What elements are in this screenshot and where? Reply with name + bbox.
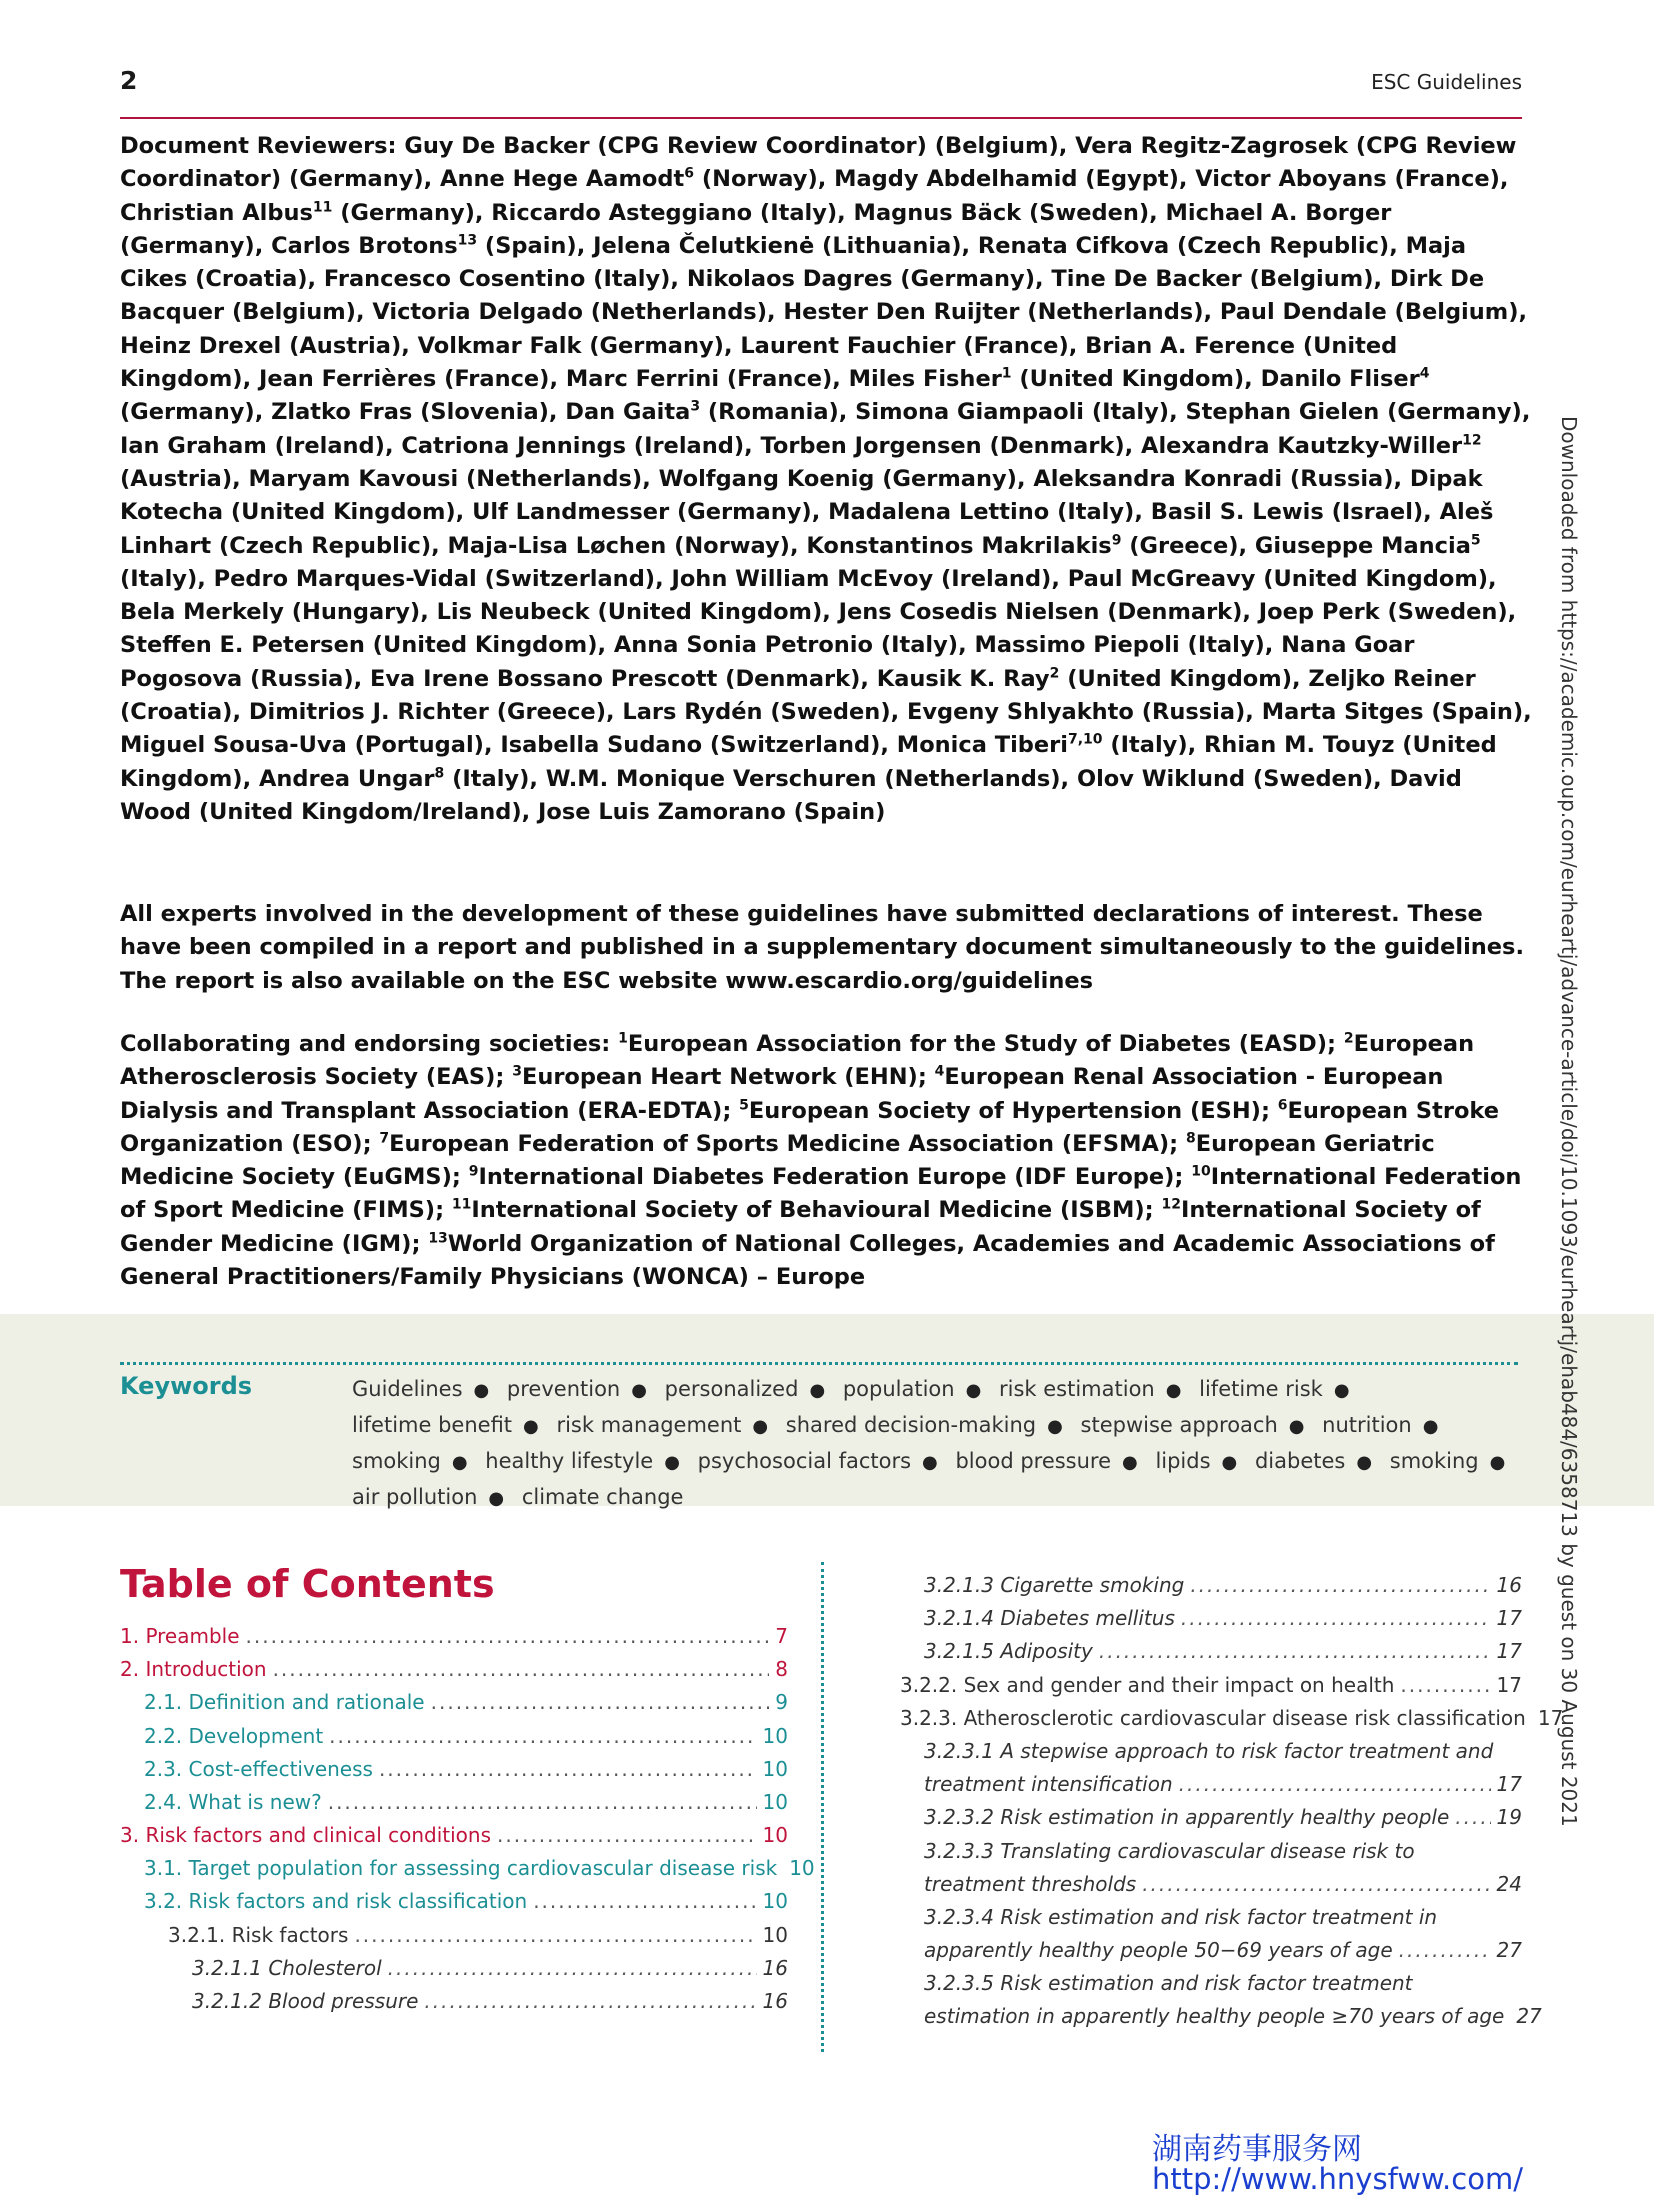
toc-page-number: 17 — [1496, 1639, 1522, 1664]
toc-entry-title: 3.2.3.2 Risk estimation in apparently healthy people — [924, 1805, 1450, 1830]
toc-entry-title: 3.2.1.3 Cigarette smoking — [924, 1572, 1185, 1597]
toc-page-number: 27 — [1516, 2004, 1542, 2029]
toc-entry[interactable] — [900, 1934, 1522, 1967]
keyword: blood pressure — [955, 1449, 1112, 1473]
keyword-separator: ● — [1221, 1452, 1238, 1473]
toc-page-number: 17 — [1496, 1772, 1522, 1797]
toc-entry[interactable] — [120, 1786, 788, 1819]
toc-entry-title: 3.2. Risk factors and risk classification — [144, 1889, 528, 1914]
page-number: 2 — [120, 66, 138, 95]
keyword: diabetes — [1254, 1449, 1346, 1473]
toc-entry-title: 3.2.3. Atherosclerotic cardiovascular disease risk classification — [900, 1705, 1526, 1730]
keyword: prevention — [506, 1377, 621, 1401]
toc-entry[interactable] — [120, 1819, 788, 1852]
keyword: Guidelines — [352, 1377, 463, 1401]
keyword: healthy lifestyle — [485, 1449, 654, 1473]
toc-page-number: 10 — [762, 1823, 788, 1848]
toc-dot-leader — [1181, 1602, 1491, 1635]
keyword-separator: ● — [1165, 1380, 1182, 1401]
toc-entry[interactable] — [900, 1868, 1522, 1901]
download-notice[interactable]: Downloaded from https://academic.oup.com/eurheartj/advance-article/doi/10.1093/eurheartj/ehab484/6358713 by guest on 30 August 2021 — [1557, 416, 1581, 1827]
keyword-separator: ● — [922, 1452, 938, 1473]
toc-dot-leader — [1179, 1768, 1491, 1801]
toc-dot-leader — [1142, 1868, 1490, 1901]
toc-column-divider — [821, 1562, 824, 2052]
toc-dot-leader — [1190, 1569, 1490, 1602]
keyword-separator: ● — [473, 1380, 490, 1401]
keyword-separator: ● — [1356, 1452, 1373, 1473]
keyword-separator: ● — [1047, 1416, 1063, 1437]
toc-page-number: 16 — [762, 1955, 788, 1980]
toc-entry-first-line[interactable]: 3.2.3.4 Risk estimation and risk factor treatment in — [924, 1904, 1438, 1929]
toc-page-number: 10 — [762, 1922, 788, 1947]
toc-entry-title: estimation in apparently healthy people ≥70 years of age — [924, 2004, 1505, 2029]
keyword: air pollution — [352, 1485, 478, 1509]
toc-entry-title: treatment intensification — [924, 1772, 1173, 1797]
toc-dot-leader — [1400, 1669, 1490, 1702]
toc-page-number: 27 — [1496, 1938, 1522, 1963]
toc-dot-leader — [246, 1620, 770, 1653]
toc-page-number: 19 — [1496, 1805, 1522, 1830]
toc-dot-leader — [431, 1686, 770, 1719]
keyword-separator: ● — [1333, 1380, 1350, 1401]
toc-dot-leader — [1455, 1801, 1490, 1834]
toc-entry-title: 1. Preamble — [120, 1623, 240, 1648]
collaborating-societies: Collaborating and endorsing societies: $^1$European Association for the Study of Diabetes (EASD); $^2$European Atherosclerosis Society (EAS); $^3$European Heart Network (EHN); $^4$European Renal Association - European Dialysis and Transplant Association (ERA-EDTA); $^5$European Society of Hypertension (ESH); $^6$European Stroke Organization (ESO); $^7$European Federation of Sports Medicine Association (EFSMA); $^8$European Geriatric Medicine Society (EuGMS); $^9$International Diabetes Federation Europe (IDF Europe); $^{10}$International Federation of Sport Medicine (FIMS); $^{11}$International Society of Behavioural Medicine (ISBM); $^{12}$International Society of Gender Medicine (IGM); $^{13}$World Organization of National Colleges, Academies and Academic Associations of General Practitioners/Family Physicians (WONCA) – Europe — [120, 1030, 1522, 1291]
keyword-separator: ● — [1489, 1452, 1506, 1473]
toc-entry-title: 2.2. Development — [144, 1723, 324, 1748]
keyword-separator: ● — [488, 1488, 505, 1509]
toc-page-number: 16 — [762, 1989, 788, 2014]
toc-entry[interactable] — [120, 1653, 788, 1686]
keyword: shared decision-making — [785, 1413, 1037, 1437]
toc-entry[interactable] — [120, 1919, 788, 1952]
keyword: personalized — [664, 1377, 799, 1401]
toc-page-number: 10 — [762, 1723, 788, 1748]
toc-entry-title: 3.2.1. Risk factors — [168, 1922, 349, 1947]
toc-entry[interactable] — [900, 1768, 1522, 1801]
keywords-label: Keywords — [120, 1372, 253, 1400]
toc-entry[interactable] — [900, 1602, 1522, 1635]
toc-entry[interactable] — [120, 1620, 788, 1653]
toc-entry-title: 3.2.1.1 Cholesterol — [192, 1955, 382, 1980]
toc-page-number: 10 — [762, 1789, 788, 1814]
toc-dot-leader — [533, 1885, 756, 1918]
toc-entry-title: 3.2.2. Sex and gender and their impact on health — [900, 1672, 1395, 1697]
toc-dot-leader — [328, 1786, 757, 1819]
toc-entry[interactable] — [120, 1720, 788, 1753]
keyword: lifetime risk — [1199, 1377, 1323, 1401]
keyword-separator: ● — [1122, 1452, 1138, 1473]
document-reviewers: Document Reviewers: Guy De Backer (CPG Review Coordinator) (Belgium), Vera Regitz-Zagrosek (CPG Review Coordinator) (Germany), Anne Hege Aamodt$^6$ (Norway), Magdy Abdelhamid (Egypt), Victor Aboyans (France), Christian Albus$^{11}$ (Germany), Riccardo Asteggiano (Italy), Magnus Bäck (Sweden), Michael A. Borger (Germany), Carlos Brotons$^{13}$ (Spain), Jelena Čelutkienė (Lithuania), Renata Cifkova (Czech Republic), Maja Cikes (Croatia), Francesco Cosentino (Italy), Nikolaos Dagres (Germany), Tine De Backer (Belgium), Dirk De Bacquer (Belgium), Victoria Delgado (Netherlands), Hester Den Ruijter (Netherlands), Paul Dendale (Belgium), Heinz Drexel (Austria), Volkmar Falk (Germany), Laurent Fauchier (France), Brian A. Ference (United Kingdom), Jean Ferrières (France), Marc Ferrini (France), Miles Fisher$^1$ (United Kingdom), Danilo Fliser$^4$ (Germany), Zlatko Fras (Slovenia), Dan Gaita$^3$ (Romania), Simona Giampaoli (Italy), Stephan Gielen (Germany), Ian Graham (Ireland), Catriona Jennings (Ireland), Torben Jorgensen (Denmark), Alexandra Kautzky-Willer$^{12}$ (Austria), Maryam Kavousi (Netherlands), Wolfgang Koenig (Germany), Aleksandra Konradi (Russia), Dipak Kotecha (United Kingdom), Ulf Landmesser (Germany), Madalena Lettino (Italy), Basil S. Lewis (Israel), Aleš Linhart (Czech Republic), Maja-Lisa Løchen (Norway), Konstantinos Makrilakis$^9$ (Greece), Giuseppe Mancia$^5$ (Italy), Pedro Marques-Vidal (Switzerland), John William McEvoy (Ireland), Paul McGreavy (United Kingdom), Bela Merkely (Hungary), Lis Neubeck (United Kingdom), Jens Cosedis Nielsen (Denmark), Joep Perk (Sweden), Steffen E. Petersen (United Kingdom), Anna Sonia Petronio (Italy), Massimo Piepoli (Italy), Nana Goar Pogosova (Russia), Eva Irene Bossano Prescott (Denmark), Kausik K. Ray$^2$ (United Kingdom), Zeljko Reiner (Croatia), Dimitrios J. Richter (Greece), Lars Rydén (Sweden), Evgeny Shlyakhto (Russia), Marta Sitges (Spain), Miguel Sousa-Uva (Portugal), Isabella Sudano (Switzerland), Monica Tiberi$^{7,10}$ (Italy), Rhian M. Touyz (United Kingdom), Andrea Ungar$^8$ (Italy), W.M. Monique Verschuren (Netherlands), Olov Wiklund (Sweden), David Wood (United Kingdom/Ireland), Jose Luis Zamorano (Spain) — [120, 133, 1532, 825]
toc-entry-title: 3.2.1.4 Diabetes mellitus — [924, 1606, 1175, 1631]
toc-page-number: 8 — [775, 1657, 788, 1682]
toc-page-number: 9 — [775, 1690, 788, 1715]
toc-entry[interactable] — [120, 1952, 788, 1985]
keyword-separator: ● — [664, 1452, 680, 1473]
keyword-separator: ● — [1422, 1416, 1439, 1437]
toc-entry[interactable] — [120, 1753, 788, 1786]
keyword: risk estimation — [999, 1377, 1155, 1401]
toc-entry[interactable] — [900, 1569, 1522, 1602]
keyword-separator: ● — [809, 1380, 826, 1401]
toc-page-number: 17 — [1496, 1672, 1522, 1697]
toc-entry-title: 2.4. What is new? — [144, 1789, 322, 1814]
keyword-separator: ● — [451, 1452, 468, 1473]
keyword-separator: ● — [631, 1380, 647, 1401]
toc-page-number: 10 — [789, 1856, 815, 1881]
toc-page-number: 10 — [762, 1756, 788, 1781]
keyword-separator: ● — [965, 1380, 982, 1401]
keyword: population — [842, 1377, 955, 1401]
toc-entry[interactable] — [900, 1801, 1522, 1834]
keyword: climate change — [521, 1485, 684, 1509]
toc-entry[interactable] — [120, 1886, 788, 1919]
keyword-separator: ● — [752, 1416, 769, 1437]
watermark-url[interactable]: http://www.hnysfww.com/ — [1152, 2162, 1523, 2196]
toc-left-column — [120, 1620, 815, 2018]
toc-entry[interactable] — [900, 1669, 1522, 1702]
keyword: smoking — [352, 1449, 441, 1473]
toc-dot-leader — [424, 1985, 756, 2018]
keyword: psychosocial factors — [697, 1449, 912, 1473]
keyword-separator: ● — [1288, 1416, 1305, 1437]
toc-dot-leader — [497, 1819, 757, 1852]
toc-right-column — [900, 1569, 1564, 2034]
keyword: stepwise approach — [1080, 1413, 1278, 1437]
toc-entry[interactable] — [120, 1985, 788, 2018]
toc-title: Table of Contents — [120, 1562, 495, 1606]
toc-entry-title: 3.2.1.5 Adiposity — [924, 1639, 1093, 1664]
toc-entry-first-line[interactable]: 3.2.3.3 Translating cardiovascular disease risk to — [924, 1838, 1415, 1863]
keyword: lipids — [1155, 1449, 1211, 1473]
toc-entry-title: treatment thresholds — [924, 1871, 1137, 1896]
toc-entry[interactable] — [900, 1635, 1522, 1668]
keyword-separator: ● — [523, 1416, 539, 1437]
toc-entry-title: 3. Risk factors and clinical conditions — [120, 1823, 492, 1848]
running-head: ESC Guidelines — [1371, 70, 1522, 94]
toc-page-number: 24 — [1496, 1871, 1522, 1896]
keyword: risk management — [556, 1413, 742, 1437]
toc-page-number: 7 — [775, 1623, 788, 1648]
keyword-list — [352, 1372, 1522, 1516]
toc-entry-title: 2.1. Definition and rationale — [144, 1690, 425, 1715]
keyword: nutrition — [1322, 1413, 1412, 1437]
toc-entry[interactable] — [900, 1702, 1564, 1735]
header-rule — [120, 117, 1522, 119]
toc-entry[interactable] — [120, 1852, 815, 1885]
toc-entry-title: apparently healthy people 50−69 years of age — [924, 1938, 1393, 1963]
toc-entry[interactable] — [120, 1686, 788, 1719]
toc-entry-title: 2. Introduction — [120, 1657, 267, 1682]
toc-page-number: 10 — [762, 1889, 788, 1914]
toc-dot-leader — [273, 1653, 770, 1686]
toc-page-number: 16 — [1496, 1572, 1522, 1597]
keyword-dotted-rule — [120, 1362, 1518, 1365]
watermark-site-name: 湖南药事服务网 — [1152, 2132, 1362, 2167]
toc-dot-leader — [379, 1753, 757, 1786]
toc-dot-leader — [388, 1952, 757, 1985]
toc-dot-leader — [329, 1720, 756, 1753]
declarations-statement: All experts involved in the development of these guidelines have submitted declarations of interest. These have been compiled in a report and published in a supplementary document simultaneously to the guidelines. The report is also available on the ESC website www.escardio.org/guidelines — [120, 901, 1524, 994]
toc-dot-leader — [1099, 1635, 1491, 1668]
toc-page-number: 17 — [1496, 1606, 1522, 1631]
toc-entry[interactable] — [900, 2000, 1542, 2033]
toc-entry-title: 3.2.1.2 Blood pressure — [192, 1989, 419, 2014]
toc-dot-leader — [354, 1919, 756, 1952]
toc-entry-title: 2.3. Cost-effectiveness — [144, 1756, 373, 1781]
toc-entry-first-line[interactable]: 3.2.3.5 Risk estimation and risk factor treatment — [924, 1971, 1413, 1996]
toc-entry-first-line[interactable]: 3.2.3.1 A stepwise approach to risk factor treatment and — [924, 1738, 1494, 1763]
toc-entry-title: 3.1. Target population for assessing cardiovascular disease risk — [144, 1856, 778, 1881]
toc-page-number: 17 — [1537, 1705, 1564, 1730]
keyword: lifetime benefit — [352, 1413, 513, 1437]
keyword: smoking — [1389, 1449, 1479, 1473]
toc-dot-leader — [1399, 1934, 1491, 1967]
